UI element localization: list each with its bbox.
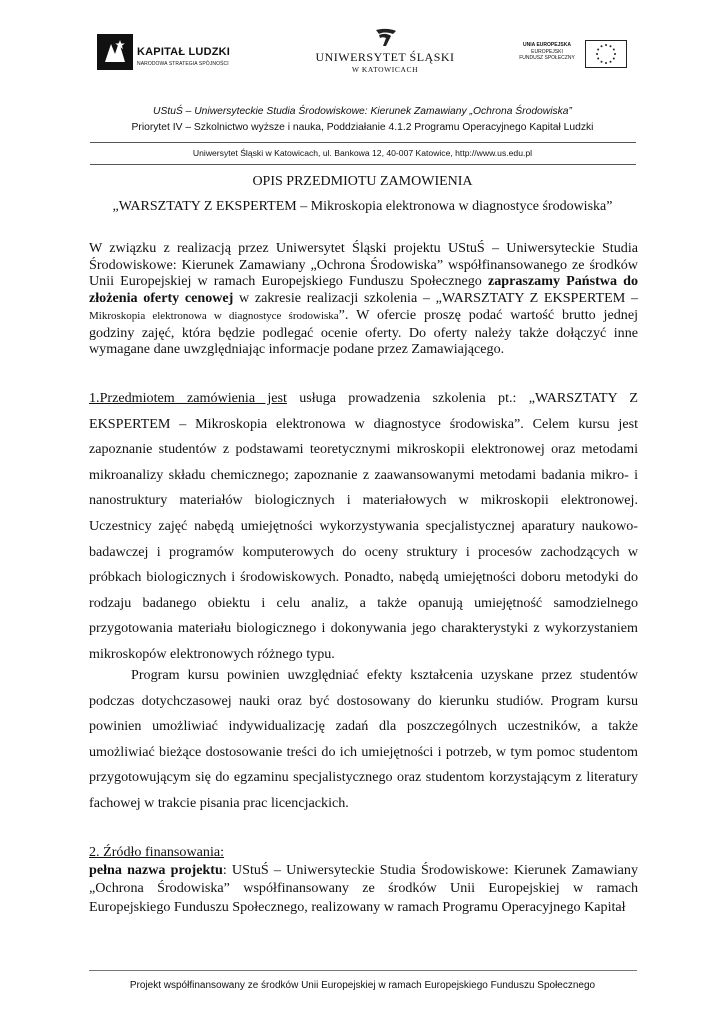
intro-paragraph xyxy=(89,240,638,358)
section-2-label: pełna nazwa projektu xyxy=(89,862,223,879)
eu-logo xyxy=(514,40,629,70)
footer-text: Projekt współfinansowany ze środków Unii Europejskiej w ramach Europejskiego Funduszu Społecznego xyxy=(129,980,596,991)
header-divider-top xyxy=(90,142,636,143)
footer-divider xyxy=(89,970,637,971)
header-logos xyxy=(0,28,725,84)
university-name: UNIWERSYTET ŚLĄSKI xyxy=(315,50,455,64)
header-address-line: Uniwersytet Śląski w Katowicach, ul. Bankowa 12, 40-007 Katowice, http://www.us.edu.pl xyxy=(192,148,533,158)
intro-text-e: ”. W ofercie proszę podać wartość brutto jednej godziny zajęć, która będzie podlegać ocenie oferty. Do oferty należy także dołączyć inne wymagane dane uwzględniając informacje podane przez Zamawiającego. xyxy=(89,306,638,358)
eu-line-1: UNIA EUROPEJSKA xyxy=(523,42,571,48)
eu-flag-icon xyxy=(585,40,627,68)
section-1-text: usługa prowadzenia szkolenia pt.: „WARSZTATY Z EKSPERTEM – Mikroskopia elektronowa w diagnostyce środowiska”. Celem kursu jest zapoznanie studentów z podstawami teoretycznymi mikroskopii elektronowej oraz metodami mikroanalizy składu chemicznego; zapoznanie z zaawansowanymi metodami badania mikro- i nanostruktury materiałów biologicznych i materiałowych w mikroskopii elektronowej. Uczestnicy zajęć nabędą umiejętności wykorzystywania specjalistycznej aparatury naukowo-badawczej i programów komputerowych do oceny struktury i procesów zachodzących w próbkach biologicznych i środowiskowych. Ponadto, nabędą umiejętności doboru metodyki do rodzaju badanego obiektu i celu analiz, a także opanują umiejętność samodzielnego przygotowania materiału biologicznego i dokonywania jego charakterystyki z wykorzystaniem mikroskopów elektronowych różnego typu. xyxy=(89,390,638,662)
university-city: W KATOWICACH xyxy=(351,65,419,74)
kapital-ludzki-logo xyxy=(97,34,247,74)
document-title: OPIS PRZEDMIOTU ZAMOWIENIA xyxy=(252,174,473,189)
section-1-heading: 1.Przedmiotem zamówienia jest xyxy=(89,390,287,406)
header-divider-bottom xyxy=(90,164,636,165)
header-priority-line: Priorytet IV – Szkolnictwo wyższe i nauka, Poddziałanie 4.1.2 Programu Operacyjnego Kapitał Ludzki xyxy=(131,122,594,133)
intro-invitation: zapraszamy Państwa do złożenia oferty cenowej xyxy=(89,273,638,307)
header-project-line: UStuŚ – Uniwersyteckie Studia Środowiskowe: Kierunek Zamawiany „Ochrona Środowiska” xyxy=(153,106,572,117)
uniwersytet-slaski-logo xyxy=(300,28,470,80)
section-2-paragraph xyxy=(89,843,638,916)
section-2-heading: 2. Źródło finansowania: xyxy=(89,844,225,860)
section-1-program-paragraph: Program kursu powinien uwzględniać efekty kształcenia uzyskane przez studentów podczas dotychczasowej nauki oraz być dostosowany do kierunku studiów. Program kursu powinien umożliwiać indywidualizację zadań dla poszczególnych uczestników, a także umożliwiać bieżące dostosowanie treści do ich umiejętności i potrzeb, w tym pomoc studentom przygotowującym się do egzaminu specjalistycznego oraz studentom korzystającym z literatury fachowej w trakcie pisania prac licencjackich. xyxy=(89,667,638,811)
section-1-paragraph xyxy=(89,386,638,668)
eu-logo-text xyxy=(514,42,580,62)
intro-course-name: Mikroskopia elektronowa w diagnostyce środowiska xyxy=(89,309,339,322)
kapital-ludzki-title: KAPITAŁ LUDZKI xyxy=(137,46,231,58)
intro-text-c: w zakresie realizacji szkolenia – „WARSZTATY Z EKSPERTEM – xyxy=(233,290,638,307)
intro-text-a: W związku z realizacją przez Uniwersytet Śląski projektu UStuŚ – Uniwersyteckie Studia Środowiskowe: Kierunek Zamawiany „Ochrona Środowiska” współfinansowanego ze środków Unii Europejskiej w ramach Europejskiego Funduszu Społecznego xyxy=(89,240,638,290)
section-2-text: : UStuŚ – Uniwersyteckie Studia Środowiskowe: Kierunek Zamawiany „Ochrona Środowiska” współfinansowany ze środków Unii Europejskiej w ramach Europejskiego Funduszu Społecznego, realizowany w ramach Programu Operacyjnego Kapitał xyxy=(89,862,638,915)
eu-line-3: FUNDUSZ SPOŁECZNY xyxy=(519,55,575,61)
university-emblem-icon xyxy=(370,28,400,48)
eu-line-2: EUROPEJSKI xyxy=(531,48,563,55)
kapital-ludzki-emblem-icon xyxy=(97,34,133,70)
kapital-ludzki-subtitle: NARODOWA STRATEGIA SPÓJNOŚCI xyxy=(137,61,229,67)
document-subtitle: „WARSZTATY Z EKSPERTEM – Mikroskopia elektronowa w diagnostyce środowiska” xyxy=(112,199,613,214)
